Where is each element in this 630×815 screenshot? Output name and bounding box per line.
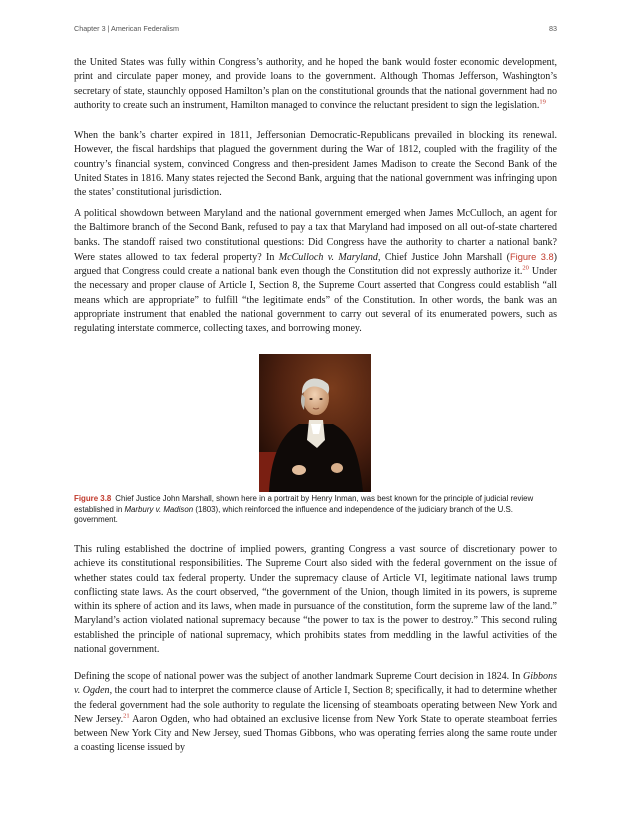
footnote-ref-19[interactable]: 19	[539, 98, 546, 106]
paragraph-mcculloch: A political showdown between Maryland and the national government emerged when James McCulloch, an agent for the Baltimore branch of the Second Bank, refused to pay a tax that Maryland had imposed on all out-of-state chartered banks. The standoff raised two constitutional questions: Did Congress have the authority to charter a national bank? Were states allowed to tax federal property? In McCulloch v. Maryland, Chief Justice John Marshall (Figure 3.8) argued that Congress could create a national bank even though the Constitution did not expressly authorize it.$^{20}$ Under the necessary and proper clause of Article I, Section 8, the Supreme Court asserted that Congress could establish “all means which are appropriate” to fulfill “the legitimate ends” of the Constitution. In other words, the bank was an appropriate instrument that enabled the national government to carry out several of its enumerated powers, such as regulating interstate commerce, collecting taxes, and borrowing money.	[74, 208, 558, 335]
page-number: 83	[549, 24, 557, 33]
running-header-chapter: Chapter 3 | American Federalism	[74, 24, 179, 33]
footnote-ref-20[interactable]: 20	[522, 264, 529, 272]
figure-3-8-link[interactable]: Figure 3.8	[509, 251, 554, 262]
figure-3-8-caption: Figure 3.8 Chief Justice John Marshall, shown here in a portrait by Henry Inman, was best known for the principle of judicial review established in Marbury v. Madison (1803), which reinforced the influence and independence of the judiciary branch of the U.S. government.	[74, 494, 534, 524]
portrait-john-marshall	[259, 354, 371, 492]
case-name-marbury: Marbury v. Madison	[124, 504, 194, 514]
case-name-mcculloch: McCulloch v. Maryland	[278, 251, 378, 263]
case-name-gibbons: Gibbons v. Ogden	[74, 671, 557, 697]
footnote-ref-21[interactable]: 21	[123, 712, 130, 720]
paragraph-gibbons: Defining the scope of national power was the subject of another landmark Supreme Court decision in 1824. In Gibbons v. Ogden, the court had to interpret the commerce clause of Article I, Section 8; specifically, it had to determine whether the federal government had the sole authority to regulate the licensing of steamboats operating between New York and New Jersey.$^{21}$ Aaron Ogden, who had obtained an exclusive license from New York State to operate steamboat ferries between New York City and New Jersey, sued Thomas Gibbons, who was operating ferries along the same route under a coasting license issued by	[74, 671, 557, 754]
paragraph-implied-powers: This ruling established the doctrine of implied powers, granting Congress a vast source of discretionary power to achieve its constitutional responsibilities. The Supreme Court also sided with the federal government on the issue of whether states could tax federal property. Under the supremacy clause of Article VI, legitimate national laws trump conflicting state laws. As the court observed, “the government of the Union, though limited in its powers, is supreme within its sphere of action and its laws, when made in pursuance of the constitution, form the supreme law of the land.” Maryland’s action violated national supremacy because “the power to tax is the power to destroy.” This second ruling established the principle of national supremacy, which prohibits states from meddling in the lawful activities of the national government.	[74, 544, 557, 656]
paragraph-hamilton-bank: the United States was fully within Congress’s authority, and he hoped the bank would foster economic development, print and circulate paper money, and provide loans to the government. Although Thomas Jefferson, Washington’s secretary of state, staunchly opposed Hamilton’s plan on the constitutional grounds that the national government had no authority to create such an instrument, Hamilton managed to convince the reluctant president to sign the legislation.$^{19}$	[74, 57, 557, 111]
paragraph-second-bank: When the bank’s charter expired in 1811, Jeffersonian Democratic-Republicans prevailed in blocking its renewal. However, the fiscal hardships that plagued the government during the War of 1812, coupled with the fragility of the country’s financial system, convinced Congress and then-president James Madison to create the Second Bank of the United States in 1816. Many states rejected the Second Bank, arguing that the national government was infringing upon the states’ constitutional jurisdiction.	[74, 130, 557, 199]
figure-label: Figure 3.8	[74, 494, 112, 503]
